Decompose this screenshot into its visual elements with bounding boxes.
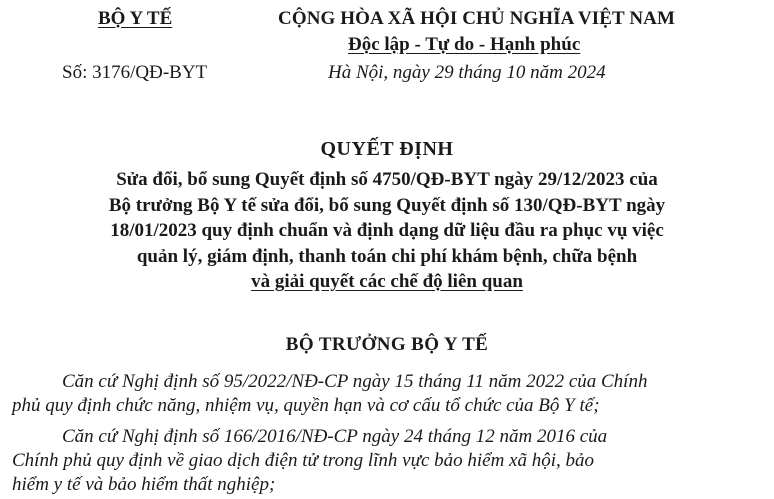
paragraph-line: hiểm y tế và bảo hiểm thất nghiệp; [12,474,276,495]
document-number: Số: 3176/QĐ-BYT [62,62,208,83]
issuing-authority: BỘ TRƯỞNG BỘ Y TẾ [285,334,489,355]
subject-line: quản lý, giám định, thanh toán chi phí khám bệnh, chữa bệnh [136,245,638,267]
legal-basis-paragraph [12,370,764,418]
paragraph-line: phủ quy định chức năng, nhiệm vụ, quyền hạn và cơ cấu tổ chức của Bộ Y tế; [12,395,600,416]
subject-line-text: và giải quyết các chế độ liên quan [251,271,523,292]
subject-line-last [0,269,774,295]
issuing-ministry: BỘ Y TẾ [98,8,173,29]
subject-line: 18/01/2023 quy định chuẩn và định dạng dữ liệu đầu ra phục vụ việc [110,220,664,241]
legal-basis-paragraph [12,425,764,497]
paragraph-line: Căn cứ Nghị định số 166/2016/NĐ-CP ngày 24 tháng 12 năm 2016 của [62,426,608,447]
paragraph-line: Chính phủ quy định về giao dịch điện tử trong lĩnh vực bảo hiểm xã hội, bảo [12,450,595,471]
document-subject [0,167,774,295]
subject-line: Sửa đổi, bổ sung Quyết định số 4750/QĐ-BYT ngày 29/12/2023 của [116,169,658,190]
subject-line: Bộ trưởng Bộ Y tế sửa đổi, bổ sung Quyết định số 130/QĐ-BYT ngày [108,194,666,216]
national-motto: Độc lập - Tự do - Hạnh phúc [348,34,581,55]
paragraph-line: Căn cứ Nghị định số 95/2022/NĐ-CP ngày 15 tháng 11 năm 2022 của Chính [62,371,648,392]
document-title: QUYẾT ĐỊNH [320,138,454,160]
national-title: CỘNG HÒA XÃ HỘI CHỦ NGHĨA VIỆT NAM [278,8,675,29]
place-and-date: Hà Nội, ngày 29 tháng 10 năm 2024 [328,62,606,83]
